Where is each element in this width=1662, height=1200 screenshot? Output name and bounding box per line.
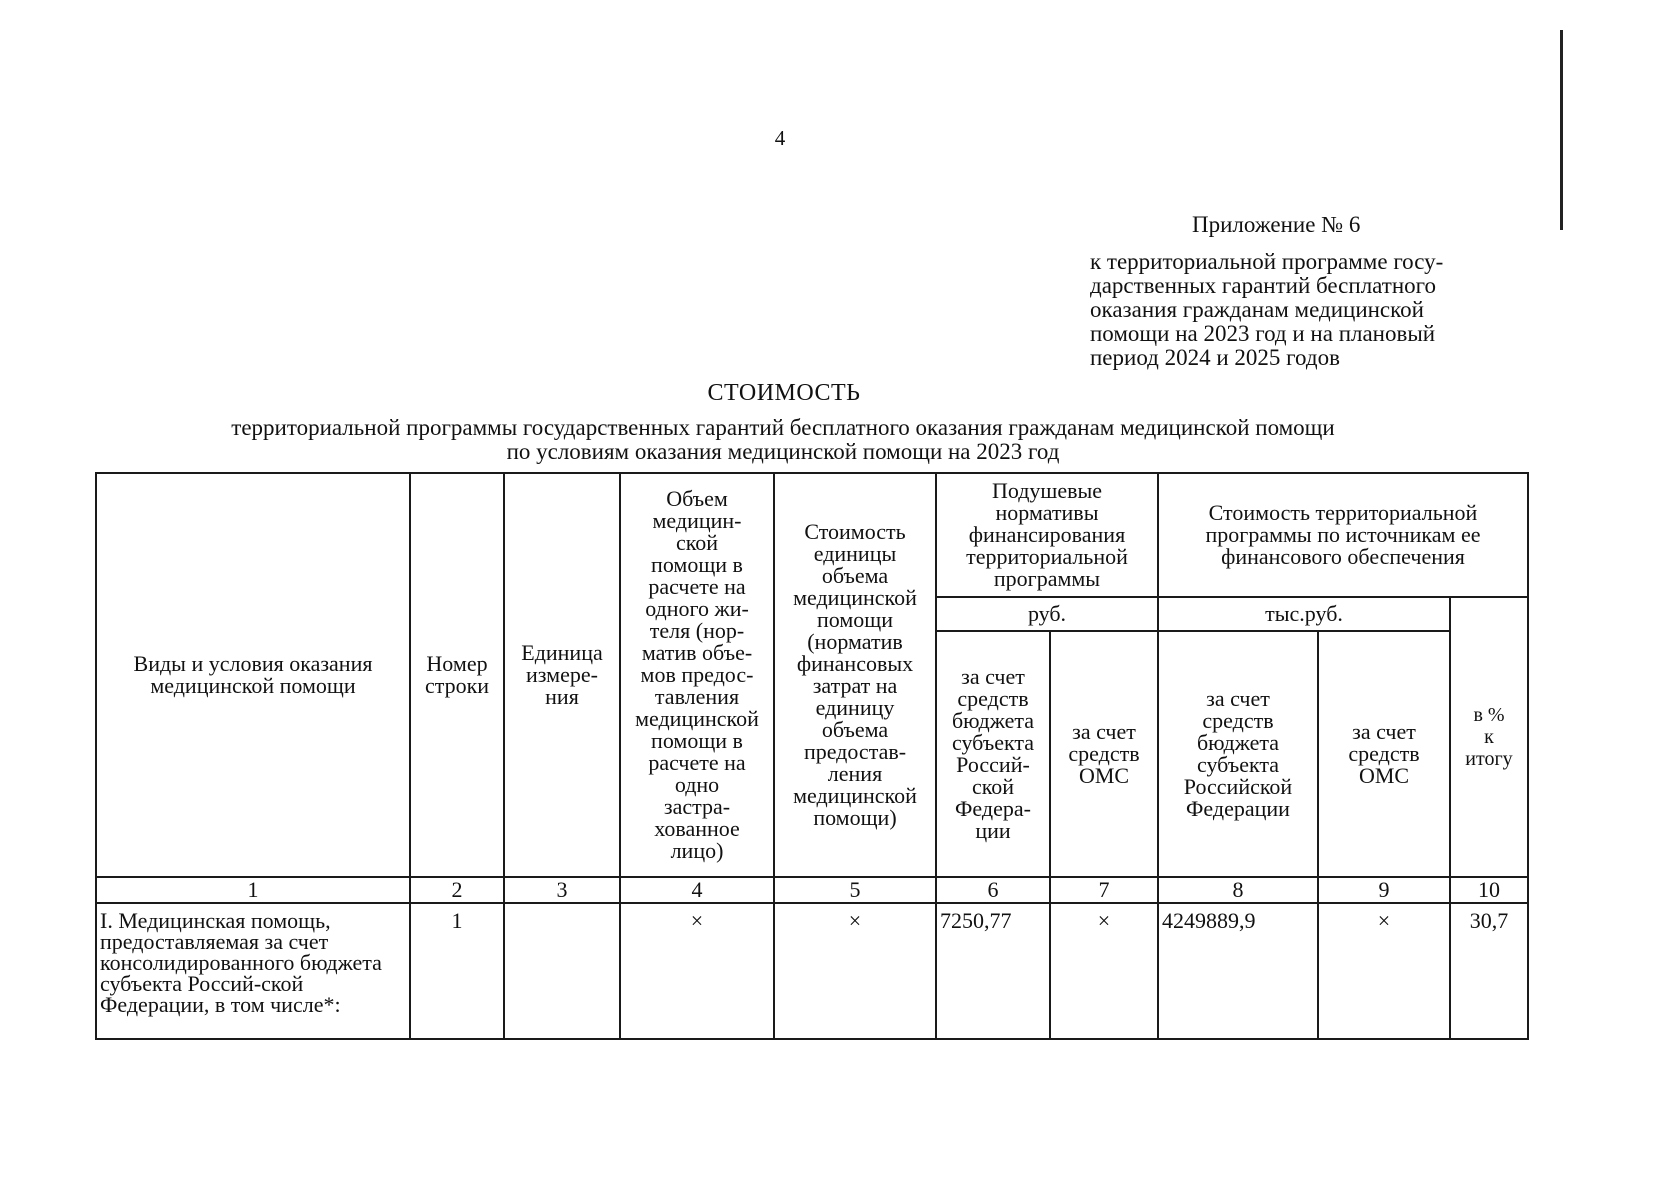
header-unit: Единица измере- ния	[504, 473, 620, 877]
appendix-title: Приложение № 6	[1192, 212, 1361, 237]
row-volume: ×	[620, 903, 774, 1039]
table-row	[96, 903, 1528, 1039]
row-care-type: I. Медицинская помощь, предоставляемая за счет консолидированного бюджета субъекта Россий-ской Федерации, в том числе*:	[96, 903, 410, 1039]
column-number: 3	[504, 877, 620, 903]
header-per-capita-budget: за счет средств бюджета субъекта Россий- ской Федера- ции	[936, 631, 1050, 877]
column-number: 2	[410, 877, 504, 903]
header-types-of-care: Виды и условия оказания медицинской помощи	[96, 473, 410, 877]
header-per-capita-oms: за счет средств ОМС	[1050, 631, 1158, 877]
column-number: 1	[96, 877, 410, 903]
column-number-row	[96, 877, 1528, 903]
row-unit-cost: ×	[774, 903, 936, 1039]
cost-table	[95, 472, 1529, 1040]
page-number: 4	[774, 126, 786, 150]
row-per-capita-oms: ×	[1050, 903, 1158, 1039]
appendix-subtitle: к территориальной программе госу- дарственных гарантий бесплатного оказания гражданам медицинской помощи на 2023 год и на плановый период 2024 и 2025 годов	[1090, 249, 1444, 370]
document-subtitle: территориальной программы государственных гарантий бесплатного оказания гражданам медицинской помощи по условиям оказания медицинской помощи на 2023 год	[231, 415, 1335, 464]
header-cost-oms: за счет средств ОМС	[1318, 631, 1450, 877]
header-unit-cost: Стоимость единицы объема медицинской помощи (норматив финансовых затрат на единицу объема предостав- ления медицинской помощи)	[774, 473, 936, 877]
header-percent: в % к итогу	[1450, 597, 1528, 877]
row-per-capita-budget: 7250,77	[936, 903, 1050, 1039]
header-unit-rub: руб.	[936, 597, 1158, 631]
page-edge-line	[1560, 30, 1563, 230]
row-unit	[504, 903, 620, 1039]
row-cost-budget: 4249889,9	[1158, 903, 1318, 1039]
column-number: 8	[1158, 877, 1318, 903]
header-unit-thousand-rub: тыс.руб.	[1158, 597, 1450, 631]
row-line-number: 1	[410, 903, 504, 1039]
header-per-capita-group: Подушевые нормативы финансирования территориальной программы	[936, 473, 1158, 597]
column-number: 6	[936, 877, 1050, 903]
header-cost-group: Стоимость территориальной программы по источникам ее финансового обеспечения	[1158, 473, 1528, 597]
column-number: 4	[620, 877, 774, 903]
column-number: 5	[774, 877, 936, 903]
header-volume: Объем медицин- ской помощи в расчете на одного жи- теля (нор- матив объе- мов предос- тавления медицинской помощи в расчете на одно застра- хованное лицо)	[620, 473, 774, 877]
column-number: 9	[1318, 877, 1450, 903]
row-percent: 30,7	[1450, 903, 1528, 1039]
column-number: 7	[1050, 877, 1158, 903]
document-title: СТОИМОСТЬ	[707, 380, 861, 406]
header-line-number: Номер строки	[410, 473, 504, 877]
column-number: 10	[1450, 877, 1528, 903]
header-cost-budget: за счет средств бюджета субъекта Российской Федерации	[1158, 631, 1318, 877]
row-cost-oms: ×	[1318, 903, 1450, 1039]
